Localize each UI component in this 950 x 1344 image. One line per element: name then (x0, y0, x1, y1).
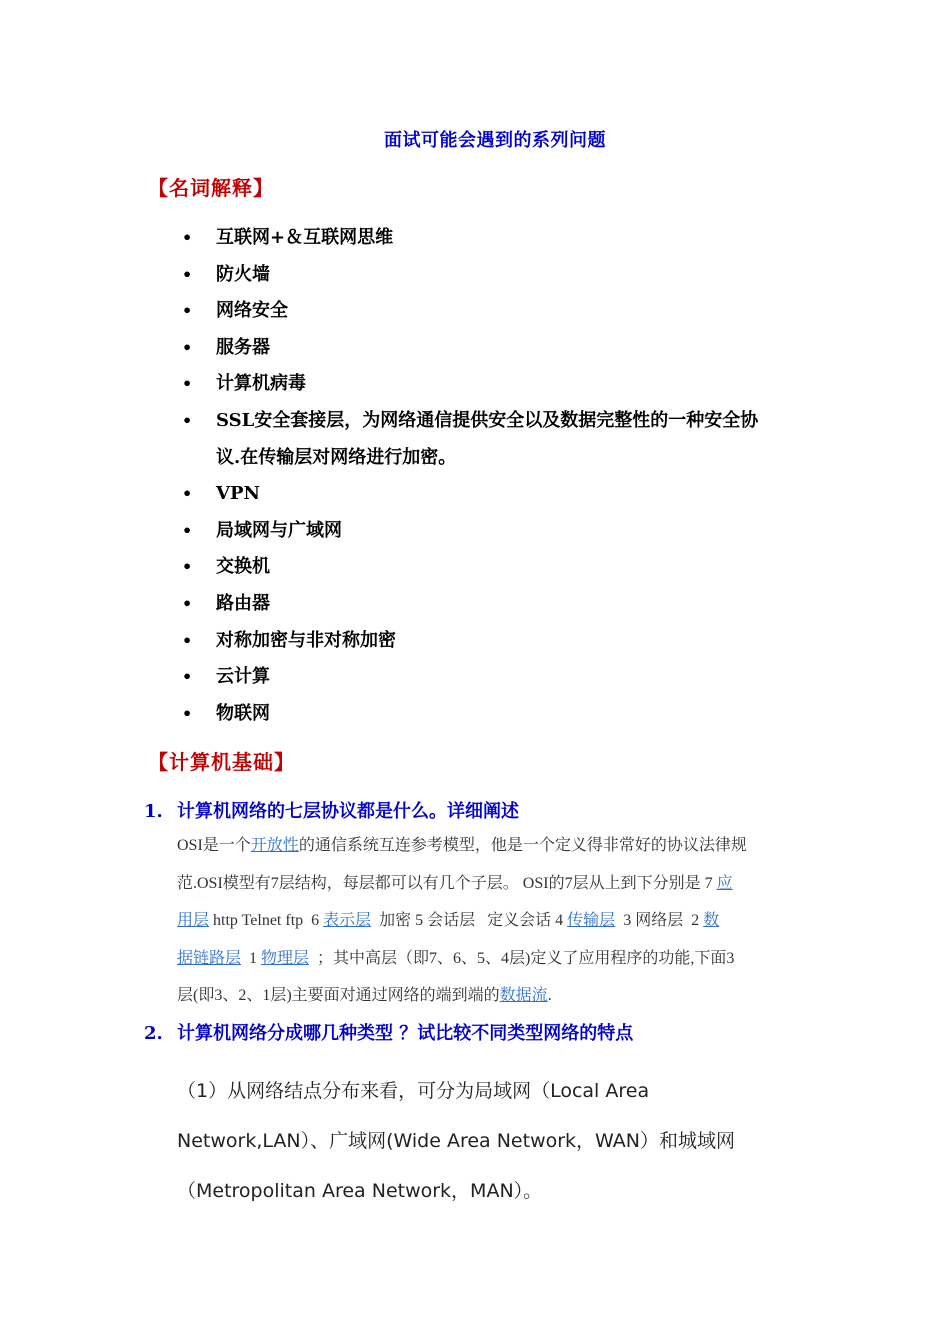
link-physical-layer[interactable]: 物理层 (261, 949, 310, 967)
bullet-icon: • (182, 593, 193, 613)
bullet-icon: • (182, 301, 193, 321)
answer-line: 用层 http Telnet ftp 6 表示层 加密 5 会话层 定义会话 4 传输层 3 网络层 2 数 (177, 912, 720, 929)
bullet-icon: • (182, 264, 193, 284)
bullet-icon: • (182, 374, 193, 394)
question-number: 2. (144, 1023, 163, 1044)
link-presentation-layer[interactable]: 表示层 (323, 912, 372, 929)
question-heading (144, 1019, 633, 1045)
link-dataflow[interactable]: 数据流 (499, 987, 548, 1004)
question-heading (144, 797, 519, 823)
bullet-icon: • (182, 630, 193, 650)
bullet-icon: • (182, 667, 193, 687)
question-text: 计算机网络分成哪几种类型 ？试比较不同类型网络的特点 (177, 1023, 634, 1044)
link-application-layer[interactable]: 用层 (177, 912, 210, 929)
list-item: • 局域网与广域网 (148, 513, 808, 550)
list-item: • 对称加密与非对称加密 (148, 623, 808, 660)
answer-line: （1）从网络结点分布来看，可分为局域网（Local Area (177, 1080, 650, 1102)
document-title: 面试可能会遇到的系列问题 (384, 130, 606, 151)
answer-line: 层(即3、2、1层)主要面对通过网络的端到端的数据流. (177, 987, 552, 1004)
list-item: • 云计算 (148, 659, 808, 696)
bullet-icon: • (182, 484, 193, 504)
question-text: 计算机网络的七层协议都是什么。详细阐述 (177, 801, 519, 822)
bullet-icon: • (182, 410, 193, 430)
bullet-icon: • (182, 337, 193, 357)
bullet-icon: • (182, 520, 193, 540)
list-item: • 路由器 (148, 586, 808, 623)
list-item: • 互联网+＆互联网思维 (148, 220, 808, 257)
list-item: • 交换机 (148, 549, 808, 586)
link-datalink-layer[interactable]: 数 (703, 912, 720, 929)
bullet-icon: • (182, 228, 193, 247)
list-item-continuation: 议.在传输层对网络进行加密。 (216, 446, 457, 468)
list-item: • VPN (148, 476, 808, 513)
link-datalink-layer[interactable]: 据链路层 (177, 949, 242, 967)
section-heading-terms: 【名词解释】 (148, 176, 274, 200)
answer-line: 据链路层 1 物理层 ；其中高层（即7、6、5、4层)定义了应用程序的功能,下面3 (177, 949, 735, 967)
answer-line: OSI是一个开放性的通信系统互连参考模型，他是一个定义得非常好的协议法律规 (177, 837, 747, 854)
terms-list (148, 220, 808, 732)
question-number: 1. (144, 801, 163, 822)
bullet-icon: • (182, 557, 193, 577)
list-item: • 网络安全 (148, 293, 808, 330)
list-item: • 服务器 (148, 330, 808, 367)
list-item: • 物联网 (148, 696, 808, 733)
link-transport-layer[interactable]: 传输层 (567, 912, 616, 929)
list-item: • 计算机病毒 (148, 366, 808, 403)
link-application-layer[interactable]: 应 (716, 874, 733, 892)
link-openness[interactable]: 开放性 (250, 837, 299, 854)
list-item: • 防火墙 (148, 257, 808, 294)
section-heading-basics: 【计算机基础】 (148, 750, 295, 774)
answer-paragraph (177, 1066, 817, 1216)
answer-line: （Metropolitan Area Network，MAN）。 (177, 1180, 543, 1202)
answer-line: 范.OSI模型有7层结构，每层都可以有几个子层。 OSI的7层从上到下分别是 7 应 (177, 874, 733, 892)
answer-line: Network,LAN）、广域网(Wide Area Network，WAN）和城域网 (177, 1130, 736, 1152)
bullet-icon: • (182, 703, 193, 723)
list-item: • SSL安全套接层，为网络通信提供安全以及数据完整性的一种安全协 (148, 403, 808, 440)
answer-paragraph (177, 827, 807, 1015)
